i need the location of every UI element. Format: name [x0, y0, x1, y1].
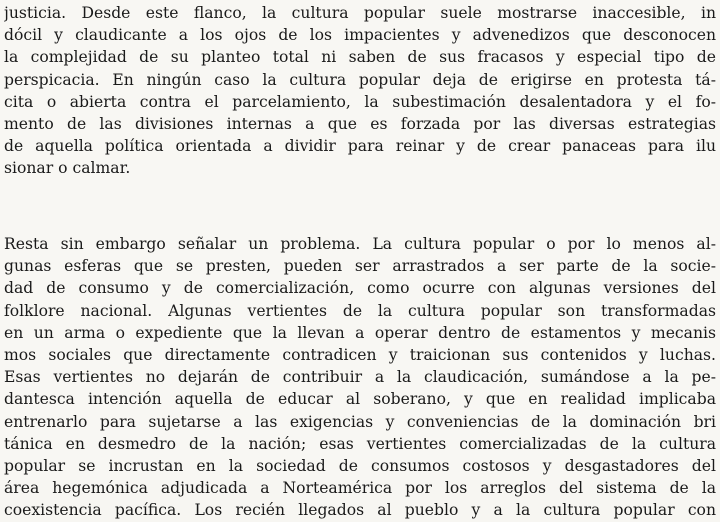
- paragraph-1: [4, 2, 716, 180]
- text-line: folklore nacional. Algunas vertientes de la cultura popular son transformadas: [4, 301, 716, 320]
- text-line: justicia. Desde este flanco, la cultura popular suele mostrarse inaccesible, in: [4, 4, 716, 22]
- text-line: perspicacia. En ningún caso la cultura popular deja de erigirse en protesta tá-: [4, 70, 716, 89]
- text-line: Resta sin embargo señalar un problema. La cultura popular o por lo menos al-: [4, 235, 716, 253]
- text-line: popular se incrustan en la sociedad de consumos costosos y desgastadores del: [4, 457, 716, 476]
- text-line: mento de las divisiones internas a que es forzada por las diversas estrategias: [4, 115, 716, 134]
- text-line: entrenarlo para sujetarse a las exigencias y conveniencias de la dominación bri: [4, 412, 716, 431]
- text-line: la complejidad de su planteo total ni saben de sus fracasos y especial tipo de: [4, 48, 716, 67]
- text-line: de aquella política orientada a dividir para reinar y de crear panaceas para ilu: [4, 137, 716, 156]
- text-line: mos sociales que directamente contradicen y traicionan sus contenidos y luchas.: [4, 346, 716, 365]
- text-line: coexistencia pacífica. Los recién llegados al pueblo y a la cultura popular con: [4, 501, 716, 520]
- text-line: Esas vertientes no dejarán de contribuir a la claudicación, sumándose a la pe-: [4, 368, 716, 387]
- text-line: gunas esferas que se presten, pueden ser arrastrados a ser parte de la socie-: [4, 257, 716, 276]
- text-line: dócil y claudicante a los ojos de los impacientes y advenedizos que desconocen: [4, 26, 716, 45]
- text-line: área hegemónica adjudicada a Norteamérica por los arreglos del sistema de la: [4, 479, 716, 498]
- text-line: cita o abierta contra el parcelamiento, la subestimación desalentadora y el fo-: [4, 92, 716, 111]
- text-line: en un arma o expediente que la llevan a operar dentro de estamentos y mecanis: [4, 323, 716, 342]
- text-line: tánica en desmedro de la nación; esas vertientes comercializadas de la cultura: [4, 434, 716, 453]
- paragraph-2: [4, 233, 716, 522]
- text-line: dantesca intención aquella de educar al soberano, y que en realidad implicaba: [4, 390, 716, 409]
- text-line: dad de consumo y de comercialización, como ocurre con algunas versiones del: [4, 279, 716, 298]
- text-line: sionar o calmar.: [4, 159, 131, 178]
